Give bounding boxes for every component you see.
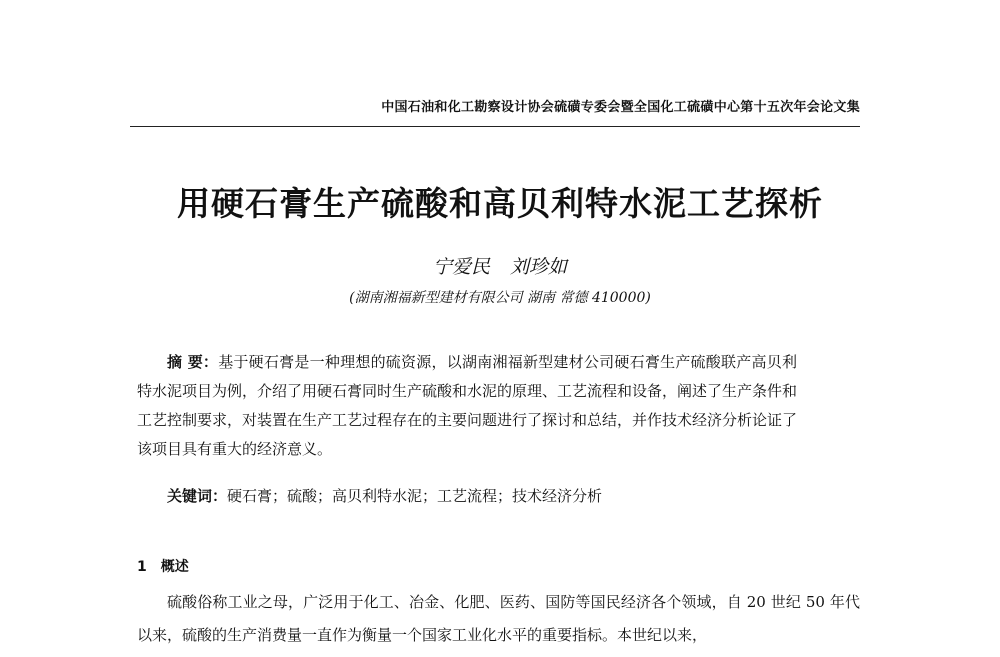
keywords-label: 关键词： — [167, 487, 228, 505]
affiliation: (湖南湘福新型建材有限公司 湖南 常德 410000) — [349, 290, 651, 306]
section-number: 1 — [137, 559, 147, 575]
running-header: 中国石油和化工勘察设计协会硫磺专委会暨全国化工硫磺中心第十五次年会论文集 — [381, 100, 860, 115]
abstract-label: 摘 要： — [167, 353, 219, 371]
authors: 宁爱民 刘珍如 — [432, 256, 568, 278]
abstract-text: 基于硬石膏是一种理想的硫资源，以湖南湘福新型建材公司硬石膏生产硫酸联产高贝利特水泥项目为例，介绍了用硬石膏同时生产硫酸和水泥的原理、工艺流程和设备，阐述了生产条件和工艺控制要求，对装置在生产工艺过程存在的主要问题进行了探讨和总结，并作技术经济分析论证了该项目具有重大的经济意义。 — [137, 353, 798, 458]
section-title: 概述 — [160, 559, 189, 575]
abstract — [137, 348, 797, 464]
keywords-text: 硬石膏；硫酸；高贝利特水泥；工艺流程；技术经济分析 — [227, 487, 603, 505]
keywords — [167, 485, 807, 506]
paper-title: 用硬石膏生产硫酸和高贝利特水泥工艺探析 — [177, 184, 823, 223]
body-paragraph: 硫酸俗称工业之母，广泛用于化工、冶金、化肥、医药、国防等国民经济各个领域，自 20 世纪 50 年代以来，硫酸的生产消费量一直作为衡量一个国家工业化水平的重要指标。本世纪以来， — [137, 593, 860, 644]
header-rule — [130, 126, 860, 127]
section-heading — [137, 556, 189, 576]
